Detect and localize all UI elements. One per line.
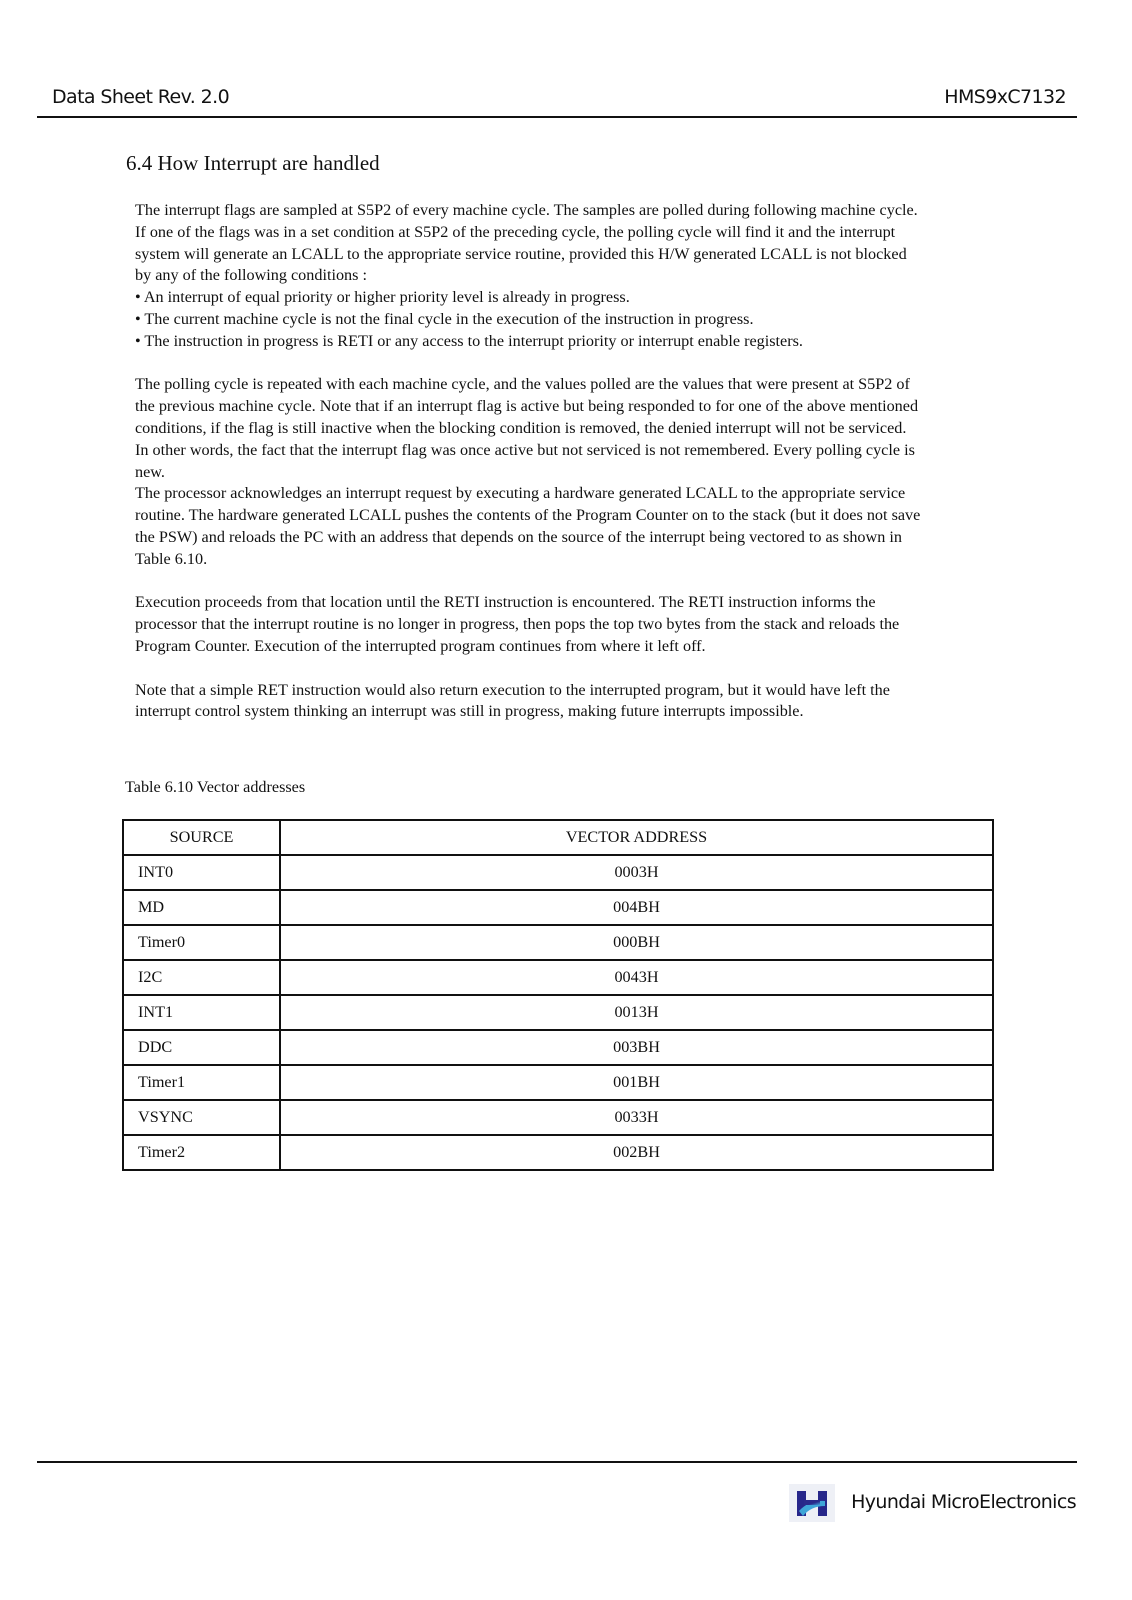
table-row [123,855,993,890]
table-row [123,1100,993,1135]
address-cell: 004BH [280,890,993,925]
paragraph-line: conditions, if the flag is still inactive when the blocking condition is removed, the denied interrupt will not be serviced. [135,418,907,437]
table-row [123,1030,993,1065]
header-divider [37,116,1077,118]
address-cell: 003BH [280,1030,993,1065]
address-cell: 0003H [280,855,993,890]
paragraph-line: The interrupt flags are sampled at S5P2 of every machine cycle. The samples are polled during following machine cycle. [135,201,918,219]
source-cell: Timer0 [123,925,280,960]
paragraph-gap [135,353,1035,375]
paragraph-line: In other words, the fact that the interrupt flag was once active but not serviced is not remembered. Every polling cycle is [135,440,915,459]
table-row [123,960,993,995]
header-part-number: HMS9xC7132 [944,86,1066,108]
paragraph-line: Note that a simple RET instruction would also return execution to the interrupted program, but it would have left the [135,680,890,699]
bullet-item: • The current machine cycle is not the final cycle in the execution of the instruction in progress. [135,309,754,328]
table-header-row [123,820,993,855]
section-title: 6.4 How Interrupt are handled [126,151,380,175]
address-cell: 000BH [280,925,993,960]
source-cell: INT1 [123,995,280,1030]
table-row [123,1065,993,1100]
source-cell: INT0 [123,855,280,890]
hyundai-h-logo-icon [789,1484,835,1522]
paragraph-line: the PSW) and reloads the PC with an address that depends on the source of the interrupt being vectored to as shown in [135,527,902,546]
body-text [135,200,1035,723]
paragraph-line: Table 6.10. [135,549,208,568]
source-cell: Timer2 [123,1135,280,1170]
bullet-item: • The instruction in progress is RETI or any access to the interrupt priority or interrupt enable registers. [135,331,803,350]
header-doc-revision: Data Sheet Rev. 2.0 [52,86,230,108]
table-row [123,925,993,960]
table-caption: Table 6.10 Vector addresses [125,778,306,796]
source-cell: VSYNC [123,1100,280,1135]
table-row [123,890,993,925]
column-header-source: SOURCE [123,820,280,855]
table-row [123,995,993,1030]
paragraph-line: If one of the flags was in a set condition at S5P2 of the preceding cycle, the polling cycle will find it and the interrupt [135,222,896,241]
paragraph-line: new. [135,462,165,481]
paragraph-line: Program Counter. Execution of the interrupted program continues from where it left off. [135,636,706,655]
source-cell: I2C [123,960,280,995]
address-cell: 0013H [280,995,993,1030]
paragraph-line: by any of the following conditions : [135,266,367,285]
address-cell: 0043H [280,960,993,995]
table-row [123,1135,993,1170]
footer-company-name: Hyundai MicroElectronics [851,1491,1076,1513]
source-cell: DDC [123,1030,280,1065]
source-cell: MD [123,890,280,925]
address-cell: 002BH [280,1135,993,1170]
paragraph-gap [135,658,1035,680]
paragraph-gap [135,571,1035,593]
address-cell: 001BH [280,1065,993,1100]
paragraph-line: interrupt control system thinking an interrupt was still in progress, making future interrupts impossible. [135,702,804,721]
paragraph-line: processor that the interrupt routine is no longer in progress, then pops the top two bytes from the stack and reloads the [135,615,900,634]
paragraph-line: The polling cycle is repeated with each machine cycle, and the values polled are the values that were present at S5P2 of [135,375,910,394]
paragraph-line: routine. The hardware generated LCALL pushes the contents of the Program Counter on to the stack (but it does not save [135,506,921,525]
column-header-vector-address: VECTOR ADDRESS [280,820,993,855]
paragraph-line: Execution proceeds from that location until the RETI instruction is encountered. The RETI instruction informs the [135,593,876,612]
vector-address-table [122,819,994,1171]
address-cell: 0033H [280,1100,993,1135]
paragraph-line: system will generate an LCALL to the appropriate service routine, provided this H/W generated LCALL is not blocked [135,244,907,263]
paragraph-line: the previous machine cycle. Note that if an interrupt flag is active but being responded to for one of the above mentioned [135,397,919,416]
bullet-item: • An interrupt of equal priority or higher priority level is already in progress. [135,288,630,307]
footer-divider [37,1461,1077,1463]
paragraph-line: The processor acknowledges an interrupt request by executing a hardware generated LCALL to the appropriate service [135,484,906,503]
source-cell: Timer1 [123,1065,280,1100]
